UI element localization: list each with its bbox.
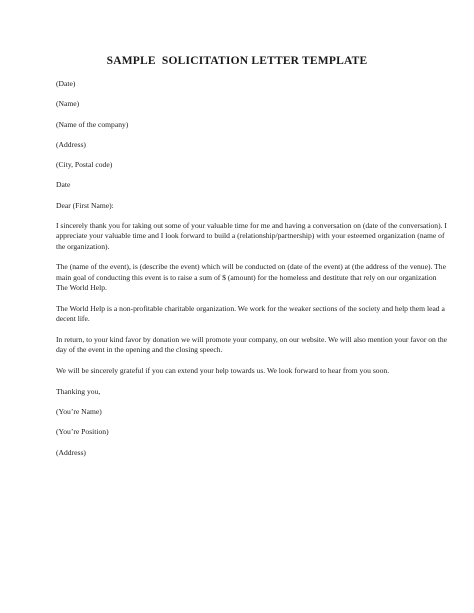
paragraph-event: The (name of the event), is (describe the event) which will be conducted on (date of the event) at (the address of the venue). The main goal of conducting this event is to raise a sum of $ (amount) for the homeless and destitute that rely on our organization The World Help. xyxy=(56,262,446,293)
city-postal-placeholder: (City, Postal code) xyxy=(56,160,113,170)
sender-name-placeholder: (You’re Name) xyxy=(56,407,102,417)
paragraph-organization: The World Help is a non-profitable charitable organization. We work for the weaker sections of the society and help them lead a decent life. xyxy=(56,303,445,324)
date-placeholder: (Date) xyxy=(56,79,76,88)
sender-address-placeholder: (Address) xyxy=(56,447,86,457)
paragraph-gratitude: We will be sincerely grateful if you can extend your help towards us. We look forward to hear from you soon. xyxy=(56,366,390,376)
date-line: Date xyxy=(56,180,71,190)
paragraph-thanks: I sincerely thank you for taking out some of your valuable time for me and having a conversation on (date of the conversation). I appreciate your valuable time and I look forward to build a (relationship/partnership) with your esteemed organization (name of the organization). xyxy=(56,221,447,251)
letter-body xyxy=(56,79,448,468)
recipient-name-placeholder: (Name) xyxy=(56,99,80,109)
address-placeholder: (Address) xyxy=(56,139,86,149)
sender-position-placeholder: (You’re Position) xyxy=(56,427,109,437)
company-name-placeholder: (Name of the company) xyxy=(56,119,129,129)
paragraph-promotion: In return, to your kind favor by donation we will promote your company, on our website. We will also mention your favor on the day of the event in the opening and the closing speech. xyxy=(56,334,448,355)
closing-thanks: Thanking you, xyxy=(56,386,101,396)
page-title: SAMPLE SOLICITATION LETTER TEMPLATE xyxy=(106,55,368,67)
salutation: Dear (First Name): xyxy=(56,200,114,210)
